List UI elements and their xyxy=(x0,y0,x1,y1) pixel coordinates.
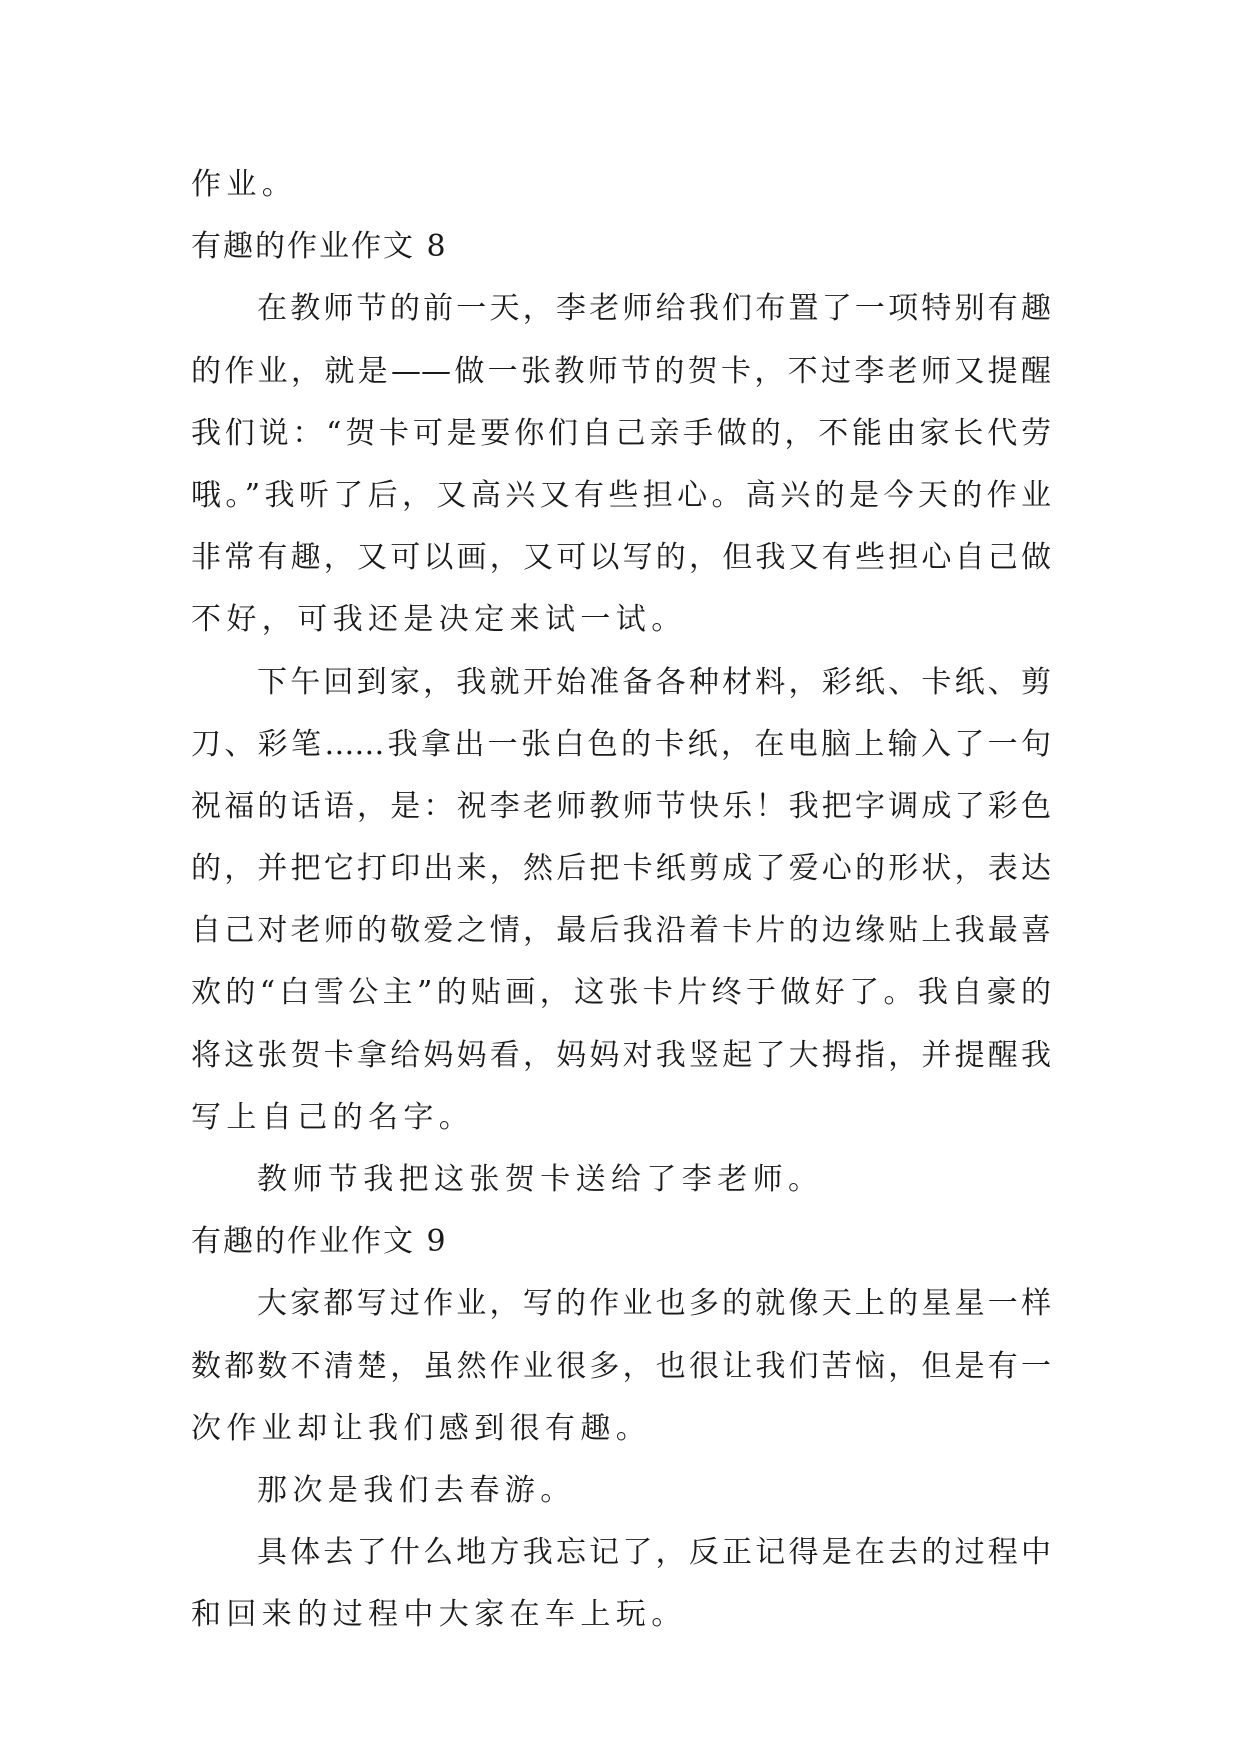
paragraph-first-line: 教师节我把这张贺卡送给了李老师。 xyxy=(257,1162,824,1197)
paragraph-first-line: 大家都写过作业，写的作业也多的就像天上的星星一样 xyxy=(257,1286,1051,1322)
paragraph-first-line: 具体去了什么地方我忘记了，反正记得是在去的过程中 xyxy=(257,1535,1051,1571)
paragraph-first-line: 那次是我们去春游。 xyxy=(257,1472,576,1508)
text-line: 的作业，就是——做一张教师节的贺卡，不过李老师又提醒 xyxy=(191,353,1051,389)
text-line: 不好，可我还是决定来试一试。 xyxy=(191,602,687,638)
text-line: 我们说：“贺卡可是要你们自己亲手做的，不能由家长代劳 xyxy=(191,415,1051,451)
paragraph-first-line: 在教师节的前一天，李老师给我们布置了一项特别有趣 xyxy=(257,291,1051,327)
text-line: 哦。”我听了后，又高兴又有些担心。高兴的是今天的作业 xyxy=(191,477,1051,513)
document-page xyxy=(191,154,1051,1647)
text-line: 作业。 xyxy=(191,167,298,202)
text-line: 次作业却让我们感到很有趣。 xyxy=(191,1410,652,1446)
text-line: 的，并把它打印出来，然后把卡纸剪成了爱心的形状，表达 xyxy=(191,851,1051,887)
text-line: 祝福的话语，是：祝李老师教师节快乐！我把字调成了彩色 xyxy=(191,788,1051,824)
text-line: 欢的“白雪公主”的贴画，这张卡片终于做好了。我自豪的 xyxy=(191,975,1051,1011)
text-line: 写上自己的名字。 xyxy=(191,1099,475,1135)
text-line: 数都数不清楚，虽然作业很多，也很让我们苦恼，但是有一 xyxy=(191,1348,1051,1384)
text-line: 非常有趣，又可以画，又可以写的，但我又有些担心自己做 xyxy=(191,540,1051,576)
text-line: 将这张贺卡拿给妈妈看，妈妈对我竖起了大拇指，并提醒我 xyxy=(191,1037,1051,1073)
text-line: 和回来的过程中大家在车上玩。 xyxy=(191,1597,687,1633)
section-heading: 有趣的作业作文 8 xyxy=(191,229,448,265)
section-heading: 有趣的作业作文 9 xyxy=(191,1224,448,1260)
text-line: 刀、彩笔……我拿出一张白色的卡纸，在电脑上输入了一句 xyxy=(191,726,1051,762)
text-line: 自己对老师的敬爱之情，最后我沿着卡片的边缘贴上我最喜 xyxy=(191,913,1051,949)
paragraph-first-line: 下午回到家，我就开始准备各种材料，彩纸、卡纸、剪 xyxy=(257,664,1051,700)
